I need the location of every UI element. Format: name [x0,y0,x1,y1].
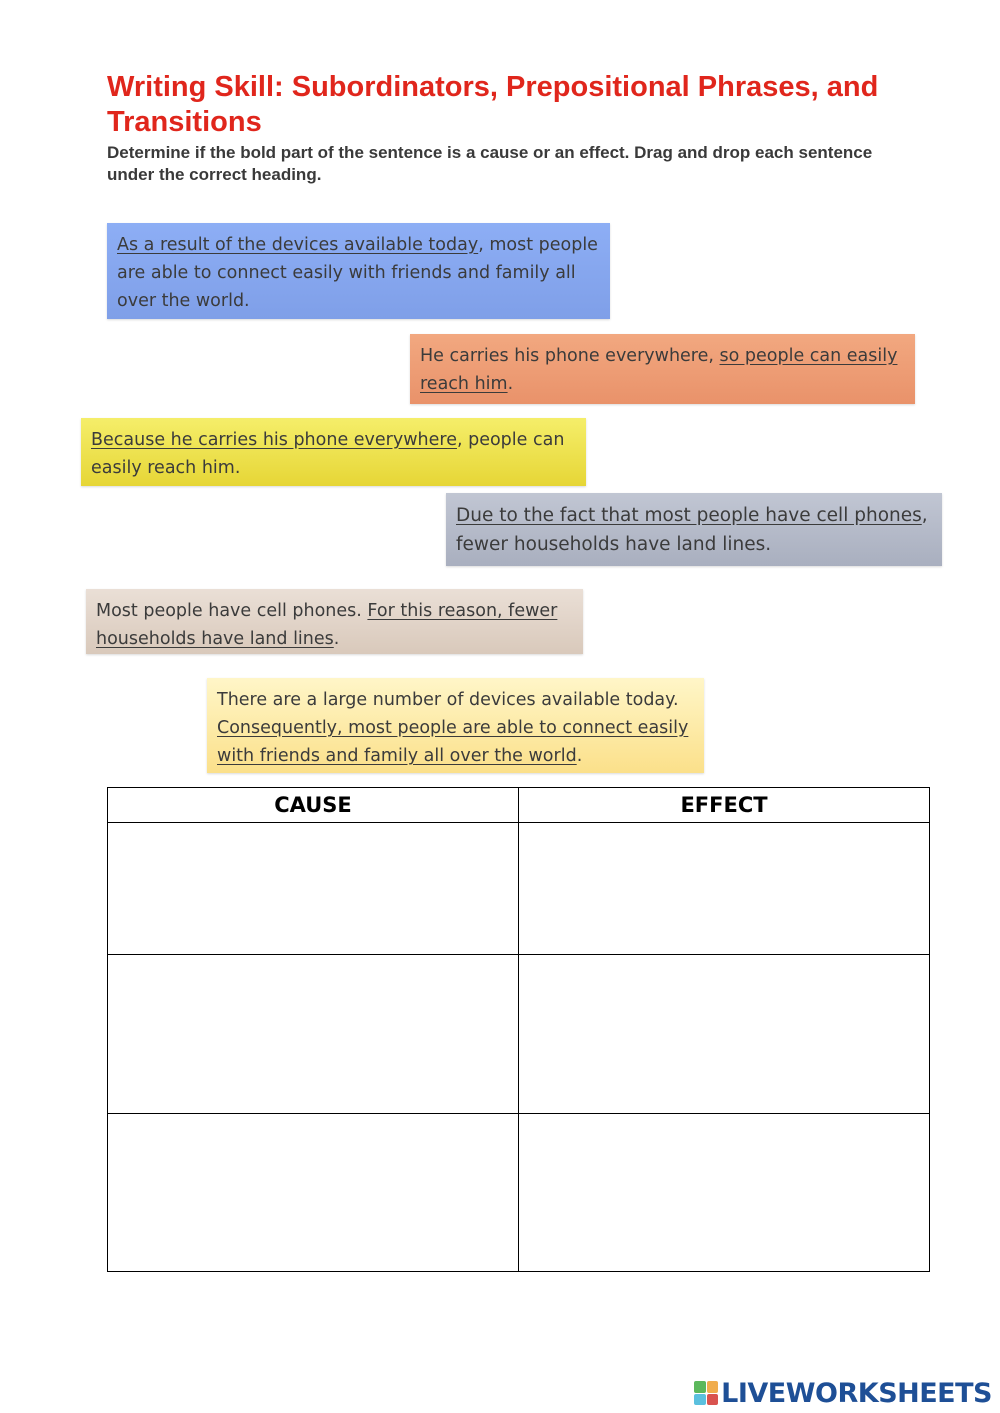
card-text: Most people have cell phones. [96,601,368,621]
card-underlined-text: Due to the fact that most people have cell phones [456,505,922,526]
effect-heading: EFFECT [519,788,930,823]
brand-name: LIVEWORKSHEETS [721,1377,992,1409]
liveworksheets-logo-icon [694,1381,718,1405]
table-row [108,1114,930,1272]
card-text-end: . [507,374,514,394]
effect-drop-zone-1[interactable] [519,823,930,955]
cause-drop-zone-3[interactable] [108,1114,519,1272]
draggable-card-5[interactable] [86,589,583,654]
card-text: He carries his phone everywhere, [420,346,720,366]
instructions: Determine if the bold part of the sentence is a cause or an effect. Drag and drop each sentence under the correct heading. [107,143,873,184]
cause-heading: CAUSE [108,788,519,823]
logo-square [707,1381,719,1393]
logo-square [707,1394,719,1406]
effect-drop-zone-2[interactable] [519,955,930,1114]
logo-square [694,1381,706,1393]
card-underlined-text: As a result of the devices available today [117,235,479,255]
card-text: There are a large number of devices available today. [217,690,679,710]
card-text: , fewer households have land lines. [456,505,928,555]
card-text: , people can easily reach him. [91,430,565,478]
page-title: Writing Skill: Subordinators, Prepositional Phrases, and Transitions [107,71,879,138]
table-row [108,955,930,1114]
draggable-card-4[interactable] [446,493,942,566]
liveworksheets-brand [694,1378,992,1408]
card-text: , most people are able to connect easily with friends and family all over the world. [117,235,598,311]
draggable-card-1[interactable] [107,223,610,319]
card-text-end: . [576,746,583,766]
cause-drop-zone-2[interactable] [108,955,519,1114]
draggable-card-3[interactable] [81,418,586,486]
draggable-card-2[interactable] [410,334,915,404]
table-header-row [108,788,930,823]
draggable-card-6[interactable] [207,678,704,773]
effect-drop-zone-3[interactable] [519,1114,930,1272]
card-underlined-text: Because he carries his phone everywhere [91,430,457,450]
cause-effect-table [107,787,930,1272]
cause-drop-zone-1[interactable] [108,823,519,955]
card-text-end: . [333,629,340,649]
card-underlined-text: so people can easily reach him [420,346,898,394]
table-row [108,823,930,955]
logo-square [694,1394,706,1406]
card-underlined-text: For this reason, fewer households have land lines [96,601,558,649]
card-underlined-text: Consequently, most people are able to connect easily with friends and family all over the world [217,718,689,766]
